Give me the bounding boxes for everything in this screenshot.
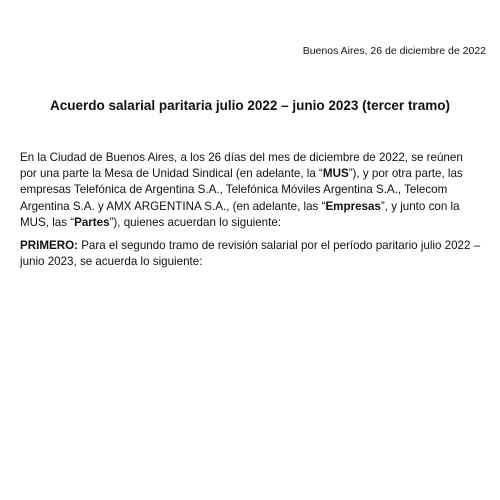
primero-text: Para el segundo tramo de revisión salarial por el período paritario julio 2022 – junio 2023, se acuerda lo siguiente:: [20, 239, 481, 269]
intro-text-3: ”, y junto con la MUS, las “: [20, 199, 460, 229]
date-line: Buenos Aires, 26 de diciembre de 2022: [302, 45, 486, 57]
mus-term: MUS: [322, 167, 349, 181]
document-title: Acuerdo salarial paritaria julio 2022 – junio 2023 (tercer tramo): [50, 98, 450, 113]
primero-label: PRIMERO:: [20, 239, 78, 252]
intro-text-2: ”), y por otra parte, las empresas Telefónica de Argentina S.A., Telefónica Móviles Argentina S.A., Telecom Argentina S.A. y AMX ARGENTINA S.A., (en adelante, las “: [20, 167, 463, 213]
primero-paragraph: [20, 238, 482, 270]
empresas-term: Empresas: [325, 199, 381, 213]
partes-term: Partes: [74, 215, 110, 229]
intro-paragraph: [20, 150, 482, 231]
intro-text-1: En la Ciudad de Buenos Aires, a los 26 días del mes de diciembre de 2022, se reúnen por una parte la Mesa de Unidad Sindical (en adelante, la “: [20, 151, 463, 181]
intro-text-4: ”), quienes acuerdan lo siguiente:: [109, 215, 282, 229]
